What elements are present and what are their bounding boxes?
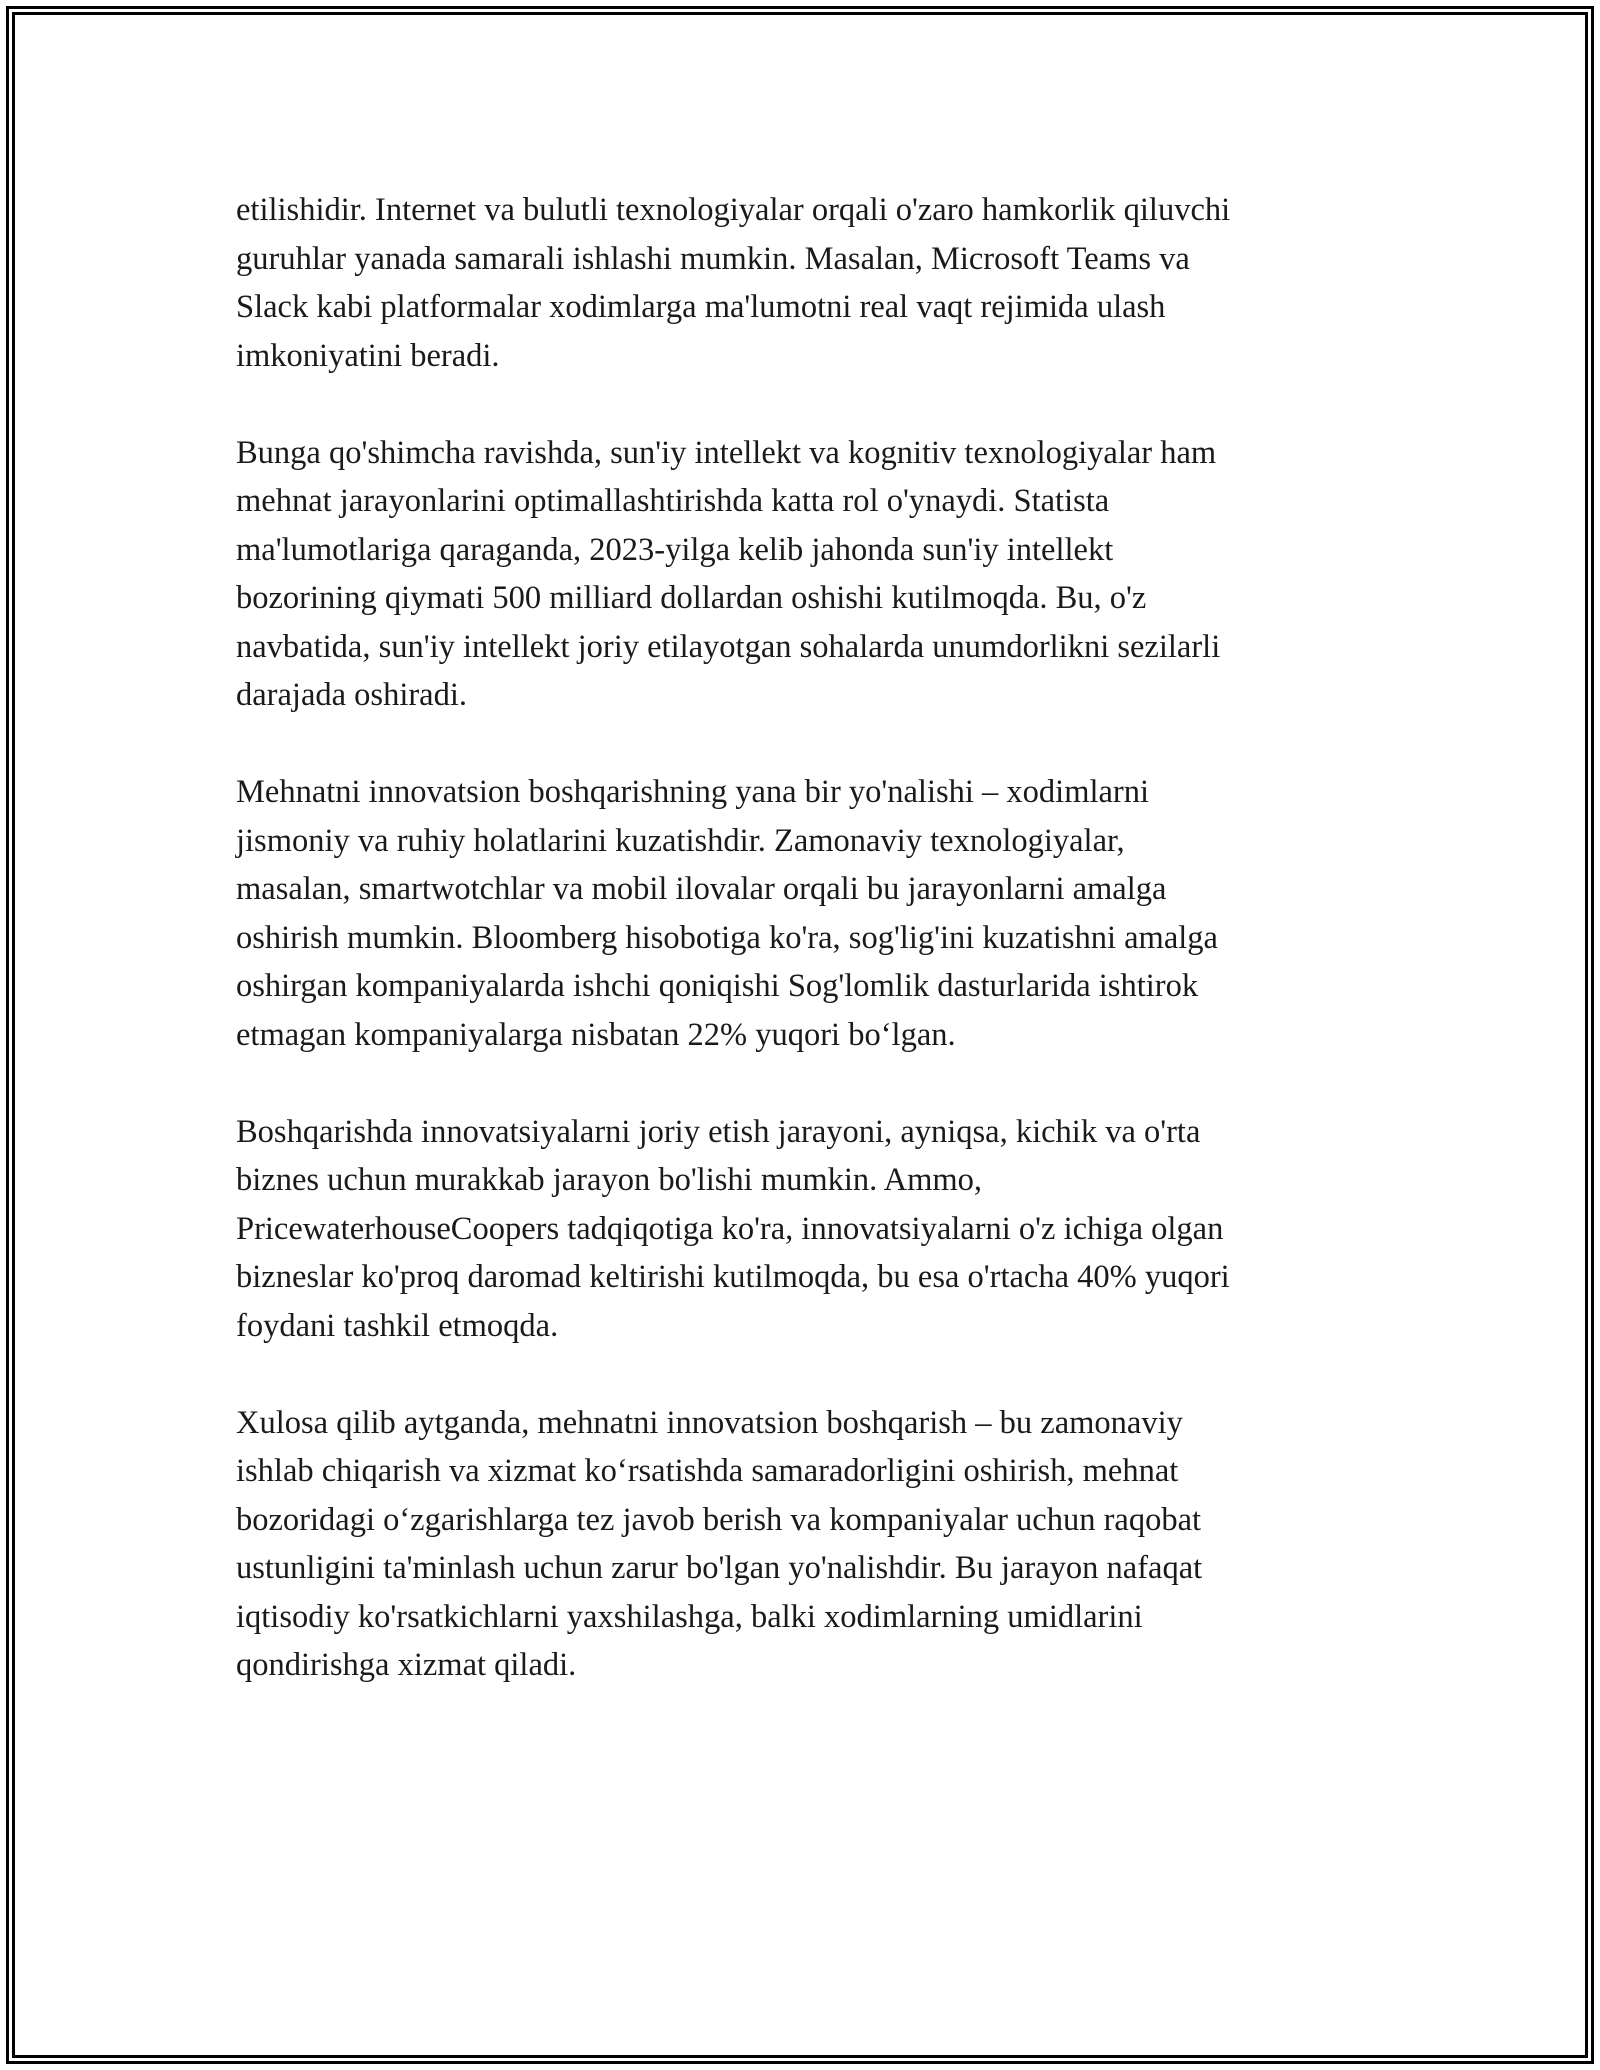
document-body — [236, 186, 1366, 1738]
paragraph-5: Xulosa qilib aytganda, mehnatni innovatsion boshqarish – bu zamonaviy ishlab chiqarish va xizmat ko‘rsatishda samaradorligini oshirish, mehnat bozoridagi o‘zgarishlarga tez javob berish va kompaniyalar uchun raqobat ustunligini ta'minlash uchun zarur bo'lgan yo'nalishdir. Bu jarayon nafaqat iqtisodiy ko'rsatkichlarni yaxshilashga, balki xodimlarning umidlarini qondirishga xizmat qiladi. — [236, 1404, 1203, 1683]
paragraph-4: Boshqarishda innovatsiyalarni joriy etish jarayoni, ayniqsa, kichik va o'rta biznes uchun murakkab jarayon bo'lishi mumkin. Ammo, PricewaterhouseCoopers tadqiqotiga ko'ra, innovatsiyalarni o'z ichiga olgan bizneslar ko'proq daromad keltirishi kutilmoqda, bu esa o'rtacha 40% yuqori foydani tashkil etmoqda. — [236, 1113, 1230, 1344]
paragraph-2: Bunga qo'shimcha ravishda, sun'iy intellekt va kognitiv texnologiyalar ham mehnat jarayonlarini optimallashtirishda katta rol o'ynaydi. Statista ma'lumotlariga qaraganda, 2023-yilga kelib jahonda sun'iy intellekt bozorining qiymati 500 milliard dollardan oshishi kutilmoqda. Bu, o'z navbatida, sun'iy intellekt joriy etilayotgan sohalarda unumdorlikni sezilarli darajada oshiradi. — [236, 434, 1221, 713]
paragraph-1: etilishidir. Internet va bulutli texnologiyalar orqali o'zaro hamkorlik qiluvchi guruhlar yanada samarali ishlashi mumkin. Masalan, Microsoft Teams va Slack kabi platformalar xodimlarga ma'lumotni real vaqt rejimida ulash imkoniyatini beradi. — [236, 192, 1231, 374]
paragraph-3: Mehnatni innovatsion boshqarishning yana bir yo'nalishi – xodimlarni jismoniy va ruhiy holatlarini kuzatishdir. Zamonaviy texnologiyalar, masalan, smartwotchlar va mobil ilovalar orqali bu jarayonlarni amalga oshirish mumkin. Bloomberg hisobotiga ko'ra, sog'lig'ini kuzatishni amalga oshirgan kompaniyalarda ishchi qoniqishi Sog'lomlik dasturlarida ishtirok etmagan kompaniyalarga nisbatan 22% yuqori bo‘lgan. — [236, 774, 1218, 1053]
